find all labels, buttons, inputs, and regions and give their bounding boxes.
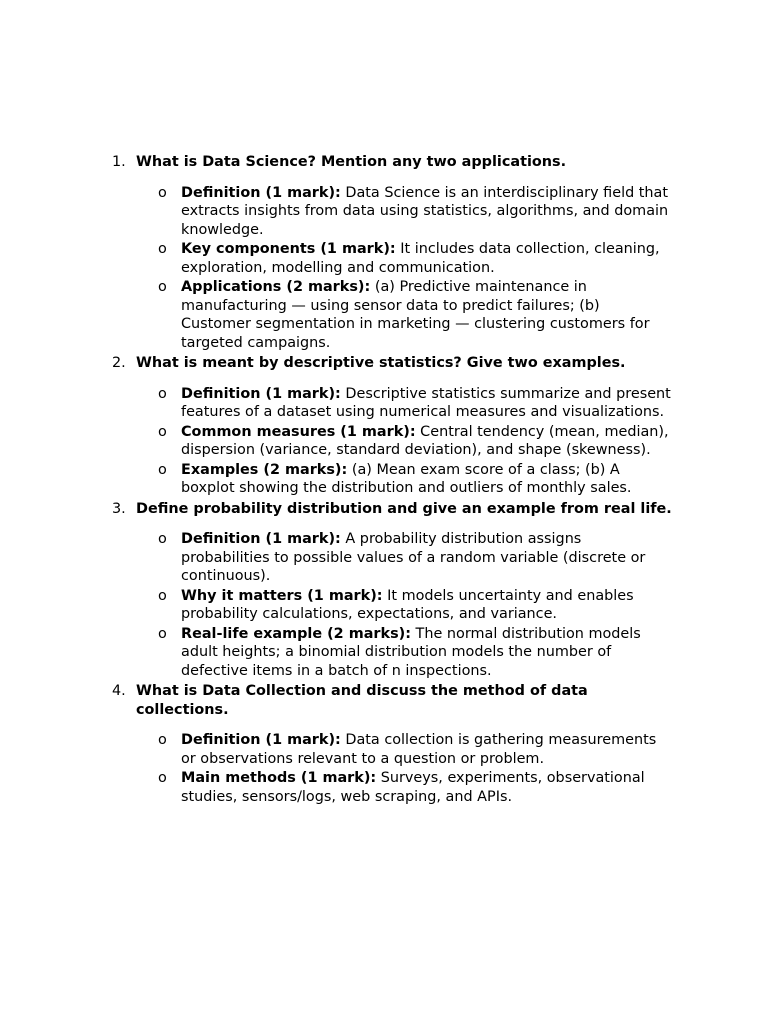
answer-label: Why it matters (1 mark): <box>181 587 383 604</box>
question-item <box>112 500 678 682</box>
answer-text <box>181 240 678 277</box>
answer-item <box>136 184 678 240</box>
answer-item <box>136 385 678 422</box>
answer-label: Key components (1 mark): <box>181 241 396 257</box>
answer-list <box>136 530 678 680</box>
bullet-marker: o <box>158 241 167 257</box>
answer-item <box>136 461 678 498</box>
answer-body: Data Science is an interdisciplinary field that extracts insights from data using statistics, algorithms, and domain knowledge. <box>181 184 669 238</box>
answer-text <box>181 184 678 240</box>
question-body <box>136 153 678 353</box>
question-number: 4. <box>112 683 126 699</box>
question-body <box>136 354 678 499</box>
question-body <box>136 500 678 682</box>
answer-body: Surveys, experiments, observational studies, sensors/logs, web scraping, and APIs. <box>181 770 645 805</box>
answer-body: Descriptive statistics summarize and present features of a dataset using numerical measures and visualizations. <box>181 385 671 420</box>
answer-item <box>136 423 678 460</box>
answer-body: It includes data collection, cleaning, exploration, modelling and communication. <box>181 241 660 276</box>
answer-text <box>181 461 678 498</box>
answer-item <box>136 530 678 586</box>
answer-body: (a) Predictive maintenance in manufacturing — using sensor data to predict failures; (b) Customer segmentation in marketing — clustering customers for targeted campaigns. <box>181 279 650 351</box>
answer-label: Common measures (1 mark): <box>181 423 416 440</box>
answer-text <box>181 530 678 586</box>
answer-list <box>136 184 678 353</box>
answer-body: A probability distribution assigns probabilities to possible values of a random variable (discrete or continuous). <box>181 531 646 584</box>
answer-item <box>136 240 678 277</box>
bullet-marker: o <box>158 625 167 642</box>
answer-label: Definition (1 mark): <box>181 184 341 201</box>
answer-label: Definition (1 mark): <box>181 385 341 402</box>
question-item <box>112 153 678 353</box>
answer-label: Definition (1 mark): <box>181 531 341 547</box>
question-body <box>136 682 678 807</box>
answer-text <box>181 385 678 422</box>
answer-label: Main methods (1 mark): <box>181 770 377 786</box>
answer-list <box>136 731 678 806</box>
question-number: 2. <box>112 355 126 371</box>
question-title: What is meant by descriptive statistics? Give two examples. <box>136 355 626 371</box>
answer-item <box>136 278 678 352</box>
answer-label: Definition (1 mark): <box>181 732 341 748</box>
question-number: 1. <box>112 154 126 170</box>
answer-body: The normal distribution models adult heights; a binomial distribution models the number of defective items in a batch of n inspections. <box>181 625 641 679</box>
question-item <box>112 354 678 499</box>
answer-body: Data collection is gathering measurements or observations relevant to a question or problem. <box>181 732 657 767</box>
bullet-marker: o <box>158 279 167 295</box>
answer-label: Real-life example (2 marks): <box>181 625 411 642</box>
answer-text <box>181 278 678 352</box>
answer-item <box>136 769 678 806</box>
question-number: 3. <box>112 500 126 517</box>
bullet-marker: o <box>158 770 167 786</box>
question-title: Define probability distribution and give an example from real life. <box>136 500 672 517</box>
answer-text <box>181 731 678 768</box>
answer-item <box>136 625 678 681</box>
answer-text <box>181 769 678 806</box>
answer-body: Central tendency (mean, median), dispersion (variance, standard deviation), and shape (skewness). <box>181 423 669 458</box>
answer-body: (a) Mean exam score of a class; (b) A boxplot showing the distribution and outliers of monthly sales. <box>181 461 632 496</box>
answer-text <box>181 587 678 624</box>
answer-list <box>136 385 678 498</box>
bullet-marker: o <box>158 587 167 604</box>
bullet-marker: o <box>158 461 167 478</box>
answer-label: Applications (2 marks): <box>181 279 371 295</box>
question-list <box>112 153 678 808</box>
answer-body: It models uncertainty and enables probability calculations, expectations, and variance. <box>181 587 634 622</box>
bullet-marker: o <box>158 732 167 748</box>
question-title: What is Data Collection and discuss the method of data collections. <box>136 683 588 718</box>
answer-item <box>136 731 678 768</box>
answer-text <box>181 625 678 681</box>
bullet-marker: o <box>158 385 167 402</box>
answer-label: Examples (2 marks): <box>181 461 348 478</box>
bullet-marker: o <box>158 184 167 201</box>
bullet-marker: o <box>158 423 167 440</box>
question-title: What is Data Science? Mention any two applications. <box>136 154 567 170</box>
answer-item <box>136 587 678 624</box>
answer-text <box>181 423 678 460</box>
bullet-marker: o <box>158 531 167 547</box>
question-item <box>112 682 678 807</box>
